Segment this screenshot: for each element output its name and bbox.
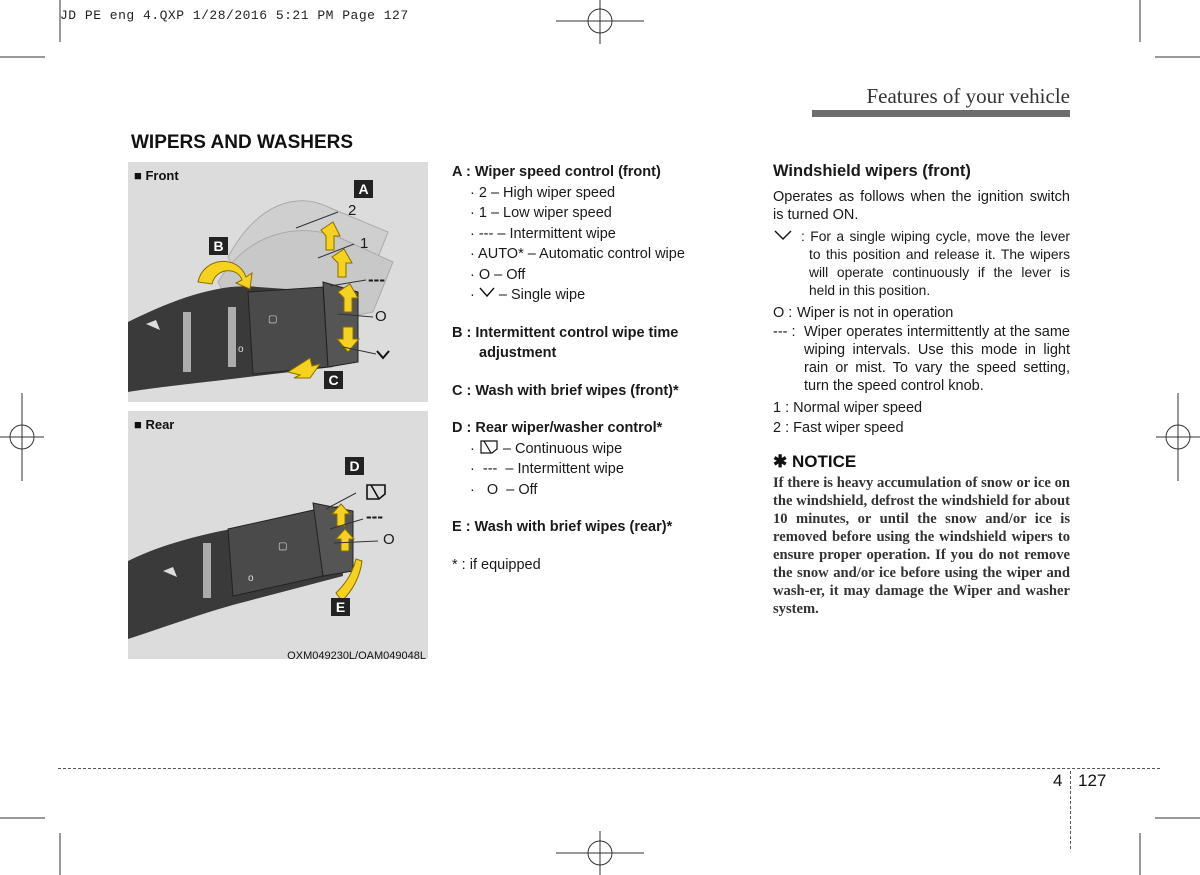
tag-e: E (331, 598, 350, 616)
legend-b-title: B : Intermittent control wipe time (452, 324, 679, 341)
tag-c: C (324, 371, 343, 389)
legend-a-item-3: · --- – Intermittent wipe (470, 225, 616, 242)
tag-a: A (354, 180, 373, 198)
front-label: ■ Front (134, 168, 179, 183)
windshield-heading: Windshield wipers (front) (773, 162, 971, 180)
continuous-wipe-icon (365, 483, 387, 501)
legend-a-item-1: · 2 – High wiper speed (470, 184, 616, 201)
legend-b-title-cont: adjustment (479, 345, 557, 361)
legend-a-item-2: · 1 – Low wiper speed (470, 205, 612, 221)
intermittent-desc (773, 323, 1070, 395)
windshield-intro: Operates as follows when the ignition switch is turned ON. (773, 189, 1070, 223)
front-figure (128, 162, 428, 402)
legend-d-title: D : Rear wiper/washer control* (452, 420, 663, 436)
single-wipe-key (773, 228, 801, 300)
page-number-divider (1070, 771, 1071, 849)
mark-off: O (375, 308, 387, 325)
chapter-number: 4 (1053, 771, 1063, 790)
legend-d-item-1-text: – Continuous wipe (502, 440, 623, 457)
single-wipe-icon (773, 229, 793, 241)
section-title: Features of your vehicle (866, 84, 1070, 108)
svg-text:o: o (248, 573, 254, 584)
mark-2: 2 (348, 202, 357, 219)
continuous-wipe-icon (479, 439, 499, 455)
title-bar (812, 110, 1070, 117)
svg-text:▢: ▢ (268, 314, 278, 325)
rear-mark-off: O (383, 531, 395, 548)
single-wipe-desc (773, 228, 1070, 300)
off-key: O : (773, 305, 793, 321)
fast-speed-desc: 2 : Fast wiper speed (773, 420, 904, 436)
figure-caption: OXM049230L/OAM049048L (287, 650, 426, 662)
mark-intermittent: --- (368, 270, 385, 289)
notice-body: If there is heavy accumulation of snow or ice on the windshield, defrost the windshield for about 10 minutes, or until the snow and/or ice is removed before using the windshield wipers to ensure proper operation. If you do not remove the snow and/or ice before using the wiper and wash-er, it may damage the Wiper and washer system. (773, 475, 1070, 617)
legend-d-item-3: · O – Off (470, 481, 538, 498)
legend-c-title: C : Wash with brief wipes (front)* (452, 382, 679, 399)
legend-a-item-6: · – Single wipe (470, 287, 586, 303)
single-wipe-icon (479, 287, 495, 298)
svg-text:o: o (238, 344, 244, 355)
print-slug: JD PE eng 4.QXP 1/28/2016 5:21 PM Page 127 (60, 8, 409, 23)
legend-d-item-1: · – Continuous wipe (470, 440, 623, 457)
legend-a-item-5: · O – Off (470, 266, 526, 283)
tag-d: D (345, 457, 364, 475)
svg-text:▢: ▢ (278, 541, 288, 552)
control-legend (452, 162, 752, 575)
footer-rule (58, 768, 1160, 769)
intermittent-key: --- : (773, 324, 796, 340)
off-text: Wiper is not in operation (797, 305, 954, 321)
intermittent-text: Wiper operates intermittently at the same wiping intervals. Use this mode in light rain or mist. To vary the speed setting, turn the speed control knob. (804, 324, 1070, 394)
legend-a-item-4: · AUTO* – Automatic control wipe (470, 246, 685, 262)
footnote: * : if equipped (452, 556, 541, 573)
legend-d-item-2: · --- – Intermittent wipe (470, 461, 624, 477)
legend-e-title: E : Wash with brief wipes (rear)* (452, 519, 673, 535)
tag-b: B (209, 237, 228, 255)
rear-label: ■ Rear (134, 417, 175, 432)
off-desc (773, 303, 1070, 323)
legend-a-title: A : Wiper speed control (front) (452, 164, 661, 180)
normal-speed-desc: 1 : Normal wiper speed (773, 400, 923, 416)
rear-mark-intermittent: --- (366, 507, 383, 526)
mark-1: 1 (360, 235, 369, 252)
single-wipe-text: : For a single wiping cycle, move the lever to this position and release it. The wipers will operate continuously if the lever is held in this position. (801, 229, 1070, 298)
notice-heading: ✱ NOTICE (773, 452, 857, 471)
page-number: 127 (1078, 771, 1107, 790)
single-wipe-icon (376, 350, 390, 360)
page-heading: WIPERS AND WASHERS (131, 132, 354, 153)
rear-figure (128, 411, 428, 659)
legend-a-item-6-text: – Single wipe (498, 287, 586, 303)
windshield-section (773, 162, 1070, 618)
